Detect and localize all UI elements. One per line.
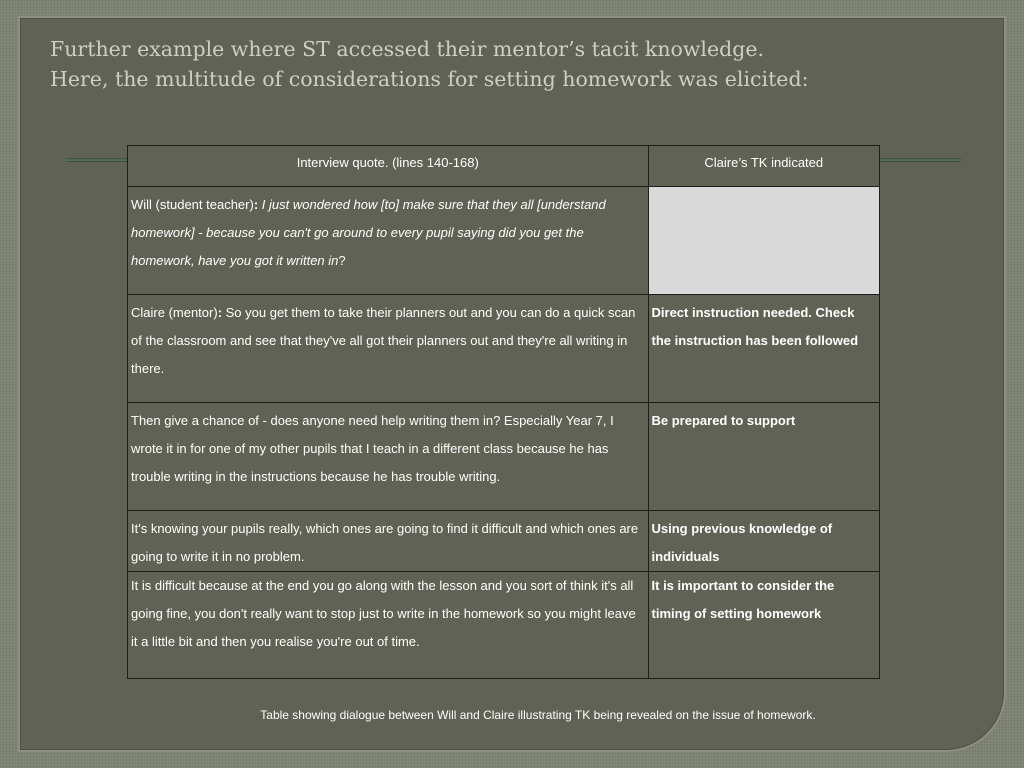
speaker-separator: :	[253, 197, 262, 212]
tk-cell: Using previous knowledge of individuals	[648, 511, 879, 572]
quote-cell: It's knowing your pupils really, which ones are going to find it difficult and which ones are going to write it in no problem.	[128, 511, 649, 572]
tk-cell: Direct instruction needed. Check the instruction has been followed	[648, 295, 879, 403]
column-header-quote: Interview quote. (lines 140-168)	[128, 146, 649, 187]
speaker-separator: :	[217, 305, 226, 320]
tk-cell: Be prepared to support	[648, 403, 879, 511]
table-row	[128, 511, 880, 572]
table-row	[128, 187, 880, 295]
quote-cell: It is difficult because at the end you go along with the lesson and you sort of think it's all going fine, you don't really want to stop just to write in the homework so you might leave it a little bit and then you realise you're out of time.	[128, 572, 649, 679]
quote-text: So you get them to take their planners out and you can do a quick scan of the classroom and see that they've all got their planners out and they're all writing in there.	[131, 305, 636, 376]
quote-text: I just wondered how [to] make sure that they all [understand homework] - because you can't go around to every pupil saying did you get the homework, have you got it written in	[131, 197, 606, 268]
table-header-row	[128, 146, 880, 187]
table-caption: Table showing dialogue between Will and Claire illustrating TK being revealed on the issue of homework.	[260, 708, 816, 722]
quote-cell	[128, 295, 649, 403]
title-line-2: Here, the multitude of considerations for setting homework was elicited:	[50, 67, 809, 91]
quote-cell: Then give a chance of - does anyone need help writing them in? Especially Year 7, I wrote it in for one of my other pupils that I teach in a different class because he has trouble writing in the instructions because he has trouble writing.	[128, 403, 649, 511]
table-row	[128, 572, 880, 679]
table-row	[128, 403, 880, 511]
dialogue-table	[127, 145, 880, 679]
tk-cell-empty	[648, 187, 879, 295]
title-line-1: Further example where ST accessed their mentor’s tacit knowledge.	[50, 37, 764, 61]
tk-cell: It is important to consider the timing of setting homework	[648, 572, 879, 679]
speaker-label: Will (student teacher)	[131, 197, 254, 212]
column-header-tk: Claire’s TK indicated	[648, 146, 879, 187]
table-row	[128, 295, 880, 403]
quote-cell	[128, 187, 649, 295]
speaker-label: Claire (mentor)	[131, 305, 218, 320]
slide-title	[50, 34, 970, 94]
quote-end: ?	[338, 253, 346, 268]
